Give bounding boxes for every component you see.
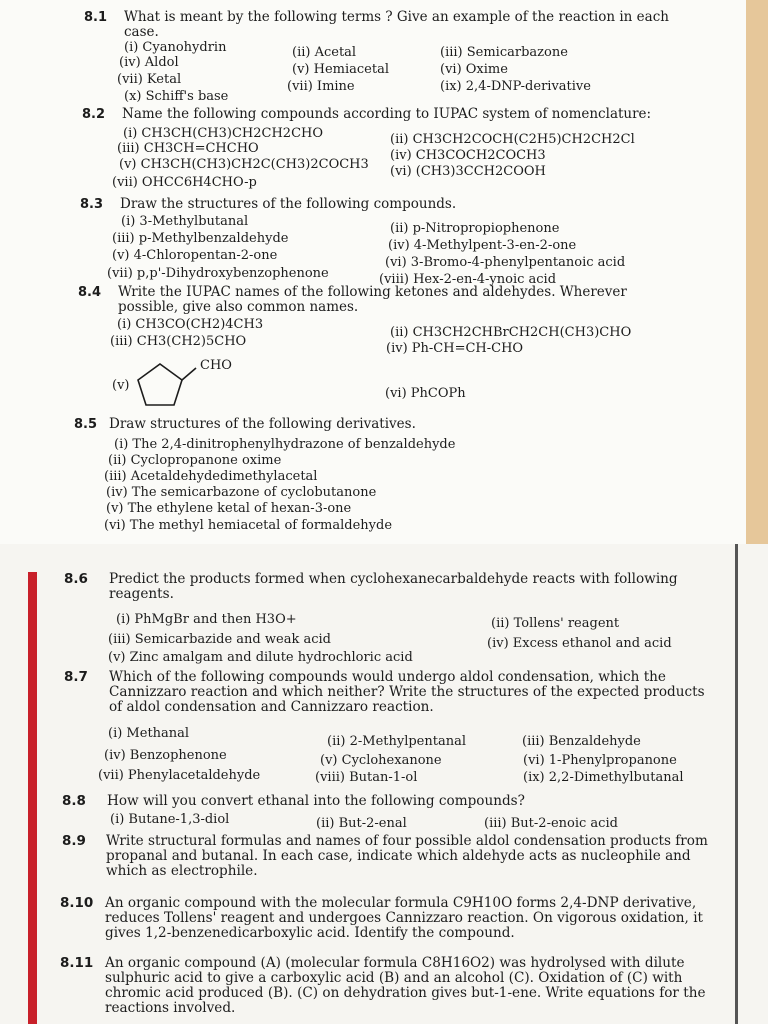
- question-text: Name the following compounds according to IUPAC system of nomenclature:: [122, 106, 652, 122]
- question-number: 8.9: [62, 833, 86, 849]
- textbook-page-bottom: [0, 544, 768, 1024]
- option: (iii) Semicarbazone: [440, 45, 568, 60]
- question-8-4-options: [0, 317, 768, 361]
- question-number: 8.2: [82, 107, 106, 122]
- question-8-1-options: [0, 40, 768, 104]
- question-8-6-options: [0, 612, 768, 666]
- option: (i) CH3CH(CH3)CH2CH2CHO: [123, 126, 324, 141]
- question-8-3-options: [0, 214, 768, 286]
- option: (vii) OHCC6H4CHO-p: [112, 175, 257, 190]
- option: (i) Methanal: [108, 726, 190, 741]
- option: (iii) Semicarbazide and weak acid: [108, 632, 331, 647]
- question-text: Draw the structures of the following compounds.: [120, 196, 457, 212]
- question-number: 8.1: [84, 10, 108, 25]
- option: (v) Hemiacetal: [292, 62, 389, 77]
- question-text: An organic compound with the molecular formula C9H10O forms 2,4-DNP derivative, reduces Tollens' reagent and undergoes Cannizzaro reaction. On vigorous oxidation, it gives 1,2-benzenedicarboxylic acid. Identify the compound.: [105, 895, 703, 941]
- option: (x) Schiff's base: [124, 89, 229, 104]
- option: (iii) Acetaldehydedimethylacetal: [104, 469, 318, 484]
- question-text: Draw structures of the following derivatives.: [109, 416, 416, 432]
- option: (iii) Benzaldehyde: [522, 734, 641, 749]
- option: (v): [112, 378, 130, 393]
- option: (i) PhMgBr and then H3O+: [116, 612, 297, 627]
- option: (v) CH3CH(CH3)CH2C(CH3)2COCH3: [119, 157, 369, 172]
- question-number: 8.6: [64, 571, 88, 587]
- question-text: How will you convert ethanal into the following compounds?: [107, 793, 525, 809]
- question-8-5-options: [0, 437, 768, 537]
- option: (ii) p-Nitropropiophenone: [390, 221, 560, 236]
- option: (ix) 2,2-Dimethylbutanal: [523, 770, 684, 785]
- question-number: 8.11: [60, 955, 94, 971]
- option: (ii) Cyclopropanone oxime: [108, 453, 282, 468]
- option: (iii) CH3(CH2)5CHO: [110, 334, 247, 349]
- question-number: 8.4: [78, 285, 102, 300]
- option: (ix) 2,4-DNP-derivative: [440, 79, 591, 94]
- option: (v) The ethylene ketal of hexan-3-one: [106, 501, 352, 516]
- question-8-2-options: [0, 126, 768, 196]
- option: (ii) Acetal: [292, 45, 357, 60]
- question-text: Predict the products formed when cyclohexanecarbaldehyde reacts with following reagents.: [109, 571, 678, 602]
- option: (vi) (CH3)3CCH2COOH: [390, 164, 546, 179]
- ring-substituent-label: CHO: [200, 358, 232, 373]
- option: (ii) CH3CH2CHBrCH2CH(CH3)CHO: [390, 325, 632, 340]
- option: (i) Cyanohydrin: [124, 40, 227, 55]
- option: (vi) 1-Phenylpropanone: [523, 753, 677, 768]
- option: (i) The 2,4-dinitrophenylhydrazone of benzaldehyde: [114, 437, 456, 452]
- option: (viii) Hex-2-en-4-ynoic acid: [379, 272, 557, 287]
- option: (v) Zinc amalgam and dilute hydrochloric acid: [108, 650, 413, 665]
- option: (ii) 2-Methylpentanal: [327, 734, 467, 749]
- option: (iii) CH3CH=CHCHO: [117, 141, 259, 156]
- option: (vi) PhCOPh: [385, 386, 466, 401]
- question-number: 8.5: [74, 417, 98, 432]
- option: (ii) CH3CH2COCH(C2H5)CH2CH2Cl: [390, 132, 635, 147]
- question-text: Which of the following compounds would undergo aldol condensation, which the Cannizzaro reaction and which neither? Write the structures of the expected products of aldol condensation and Cannizzaro reaction.: [109, 669, 705, 715]
- question-text: An organic compound (A) (molecular formula C8H16O2) was hydrolysed with dilute sulphuric acid to give a carboxylic acid (B) and an alcohol (C). Oxidation of (C) with chromic acid produced (B). (C) on dehydration gives but-1-ene. Write equations for the reactions involved.: [105, 955, 706, 1016]
- option: (iv) Benzophenone: [104, 748, 227, 763]
- option: (iv) 4-Methylpent-3-en-2-one: [388, 238, 577, 253]
- option: (iii) p-Methylbenzaldehyde: [112, 231, 289, 246]
- option: (iv) Aldol: [119, 55, 179, 70]
- option: (vii) Phenylacetaldehyde: [98, 768, 261, 783]
- question-number: 8.3: [80, 197, 104, 212]
- option: (v) Cyclohexanone: [320, 753, 442, 768]
- question-number: 8.10: [60, 895, 94, 911]
- question-text: Write the IUPAC names of the following ketones and aldehydes. Wherever possible, give also common names.: [118, 284, 627, 315]
- option: (i) 3-Methylbutanal: [121, 214, 249, 229]
- option: (i) Butane-1,3-diol: [110, 812, 230, 827]
- option: (vi) 3-Bromo-4-phenylpentanoic acid: [385, 255, 626, 270]
- question-number: 8.7: [64, 669, 88, 685]
- option: (vi) The methyl hemiacetal of formaldehyde: [104, 518, 393, 533]
- option: (vii) p,p'-Dihydroxybenzophenone: [107, 266, 329, 281]
- option: (iv) CH3COCH2COCH3: [390, 148, 546, 163]
- option: (iv) The semicarbazone of cyclobutanone: [106, 485, 377, 500]
- question-text: Write structural formulas and names of four possible aldol condensation products from propanal and butanal. In each case, indicate which aldehyde acts as nucleophile and which as electrophile.: [106, 833, 708, 879]
- option: (ii) But-2-enal: [316, 816, 407, 831]
- option: (i) CH3CO(CH2)4CH3: [117, 317, 264, 332]
- option: (vi) Oxime: [440, 62, 508, 77]
- question-8-7-options: [0, 726, 768, 784]
- option: (vii) Ketal: [117, 72, 182, 87]
- option: (iv) Ph-CH=CH-CHO: [386, 341, 524, 356]
- question-8-8-options: [0, 812, 768, 832]
- question-number: 8.8: [62, 793, 86, 809]
- option: (v) 4-Chloropentan-2-one: [112, 248, 278, 263]
- option: (iv) Excess ethanol and acid: [487, 636, 672, 651]
- option: (viii) Butan-1-ol: [315, 770, 418, 785]
- option: (iii) But-2-enoic acid: [484, 816, 618, 831]
- question-text: What is meant by the following terms ? Give an example of the reaction in each case.: [124, 9, 669, 40]
- option: (ii) Tollens' reagent: [491, 616, 620, 631]
- option: (vii) Imine: [287, 79, 355, 94]
